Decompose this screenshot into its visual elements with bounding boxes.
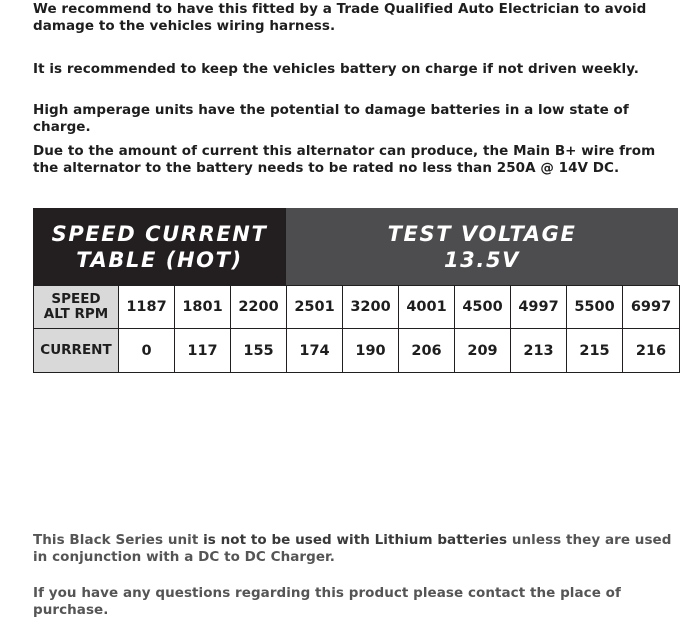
fitting-recommendation [33,1,681,35]
banner-title-line1: SPEED CURRENT [51,221,268,246]
current-row [34,329,680,373]
lithium-text-emphasis: is not to be used with Lithium batteries [203,532,508,548]
current-cell: 155 [231,329,287,373]
rpm-cell: 5500 [567,286,623,329]
current-cell: 206 [399,329,455,373]
rpm-header-line2: ALT RPM [43,306,109,322]
rpm-cell: 2501 [287,286,343,329]
current-cell: 213 [511,329,567,373]
contact-note: If you have any questions regarding this product please contact the place of purchase. [33,585,621,618]
test-voltage-label: TEST VOLTAGE [387,221,577,246]
rpm-cell: 1801 [175,286,231,329]
test-voltage-value: 13.5V [443,247,521,272]
rpm-row [34,286,680,329]
rpm-cell: 1187 [119,286,175,329]
rpm-cell: 4001 [399,286,455,329]
current-cell: 174 [287,329,343,373]
wire-rating-note: Due to the amount of current this alternator can produce, the Main B+ wire from the alternator to the battery needs to be rated no less than 250A @ 14V DC. [33,143,656,176]
amperage-warning: High amperage units have the potential to damage batteries in a low state of charge. [33,102,629,135]
rpm-header-line1: SPEED [51,291,101,307]
rpm-cell: 2200 [231,286,287,329]
fitting-text-start: We recommend to have this fitted by a [33,1,337,17]
speed-current-banner [33,208,286,285]
rpm-row-header [34,286,119,329]
current-cell: 190 [343,329,399,373]
current-cell: 209 [455,329,511,373]
current-cell: 0 [119,329,175,373]
lithium-battery-warning [33,532,681,566]
current-cell: 117 [175,329,231,373]
lithium-text-end: unless they are used in conjunction with a DC to DC Charger. [33,532,672,565]
battery-charge-note: It is recommended to keep the vehicles battery on charge if not driven weekly. [33,61,639,77]
rpm-cell: 3200 [343,286,399,329]
fitting-text-end: to avoid damage to the vehicles wiring harness. [33,1,647,34]
rpm-cell: 4500 [455,286,511,329]
lithium-text-start: This Black Series unit [33,532,204,548]
rpm-cell: 6997 [623,286,680,329]
current-row-header: CURRENT [34,329,119,373]
fitting-text-emphasis: Trade Qualified Auto Electrician [336,1,580,17]
speed-current-table [33,285,680,373]
test-voltage-banner [286,208,678,285]
banner-title-line2: TABLE (HOT) [76,247,243,272]
rpm-cell: 4997 [511,286,567,329]
current-cell: 215 [567,329,623,373]
current-cell: 216 [623,329,680,373]
